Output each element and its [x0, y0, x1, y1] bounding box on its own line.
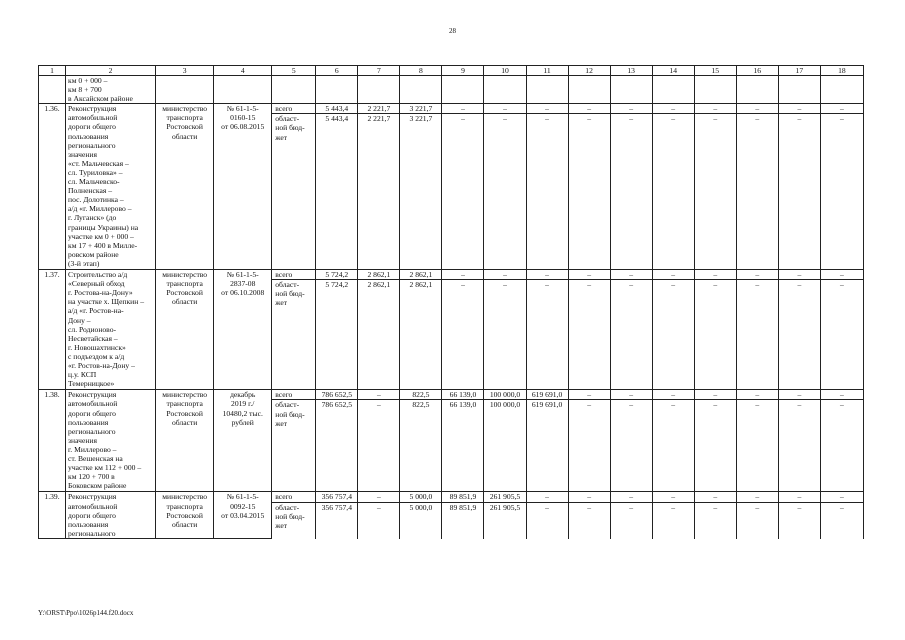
amount-cell: –	[484, 104, 526, 114]
amount-cell: –	[652, 502, 694, 539]
responsible-org-line: области	[171, 131, 198, 141]
amount-cell: –	[568, 114, 610, 270]
table-cell	[694, 76, 736, 104]
object-name	[66, 270, 156, 390]
object-name-line: автомобильной	[68, 501, 118, 511]
object-name-line: дороги общего	[68, 510, 116, 520]
investment-table	[38, 65, 864, 539]
column-number: 12	[568, 66, 610, 76]
object-name	[66, 390, 156, 492]
amount-cell: –	[694, 114, 736, 270]
table-cell	[66, 76, 156, 104]
object-name-line: участке км 112 + 000 –	[68, 463, 142, 473]
footer-file-path: Y:\ORST\Ppo\1026p144.f20.docx	[38, 609, 134, 617]
column-number: 4	[214, 66, 272, 76]
object-name-line: автомобильной	[68, 399, 118, 409]
amount-cell: –	[568, 502, 610, 539]
object-name-line: пользования	[68, 131, 109, 141]
column-number: 9	[442, 66, 484, 76]
responsible-org-line: области	[171, 297, 198, 307]
object-name-line: дороги общего	[68, 122, 116, 132]
project-document-line: 10480,2 тыс.	[222, 408, 263, 418]
table-cell	[568, 76, 610, 104]
amount-cell: –	[526, 114, 568, 270]
amount-cell: 2 221,7	[358, 104, 400, 114]
amount-cell: 822,5	[400, 390, 442, 400]
column-number: 15	[694, 66, 736, 76]
object-name	[66, 104, 156, 270]
amount-cell: –	[652, 492, 694, 502]
object-name-line: Строительство а/д	[68, 270, 128, 280]
amount-cell: –	[694, 280, 736, 390]
amount-cell: –	[568, 492, 610, 502]
amount-cell: –	[526, 280, 568, 390]
amount-cell: 2 862,1	[358, 280, 400, 390]
table-row	[39, 390, 864, 400]
object-name-line: ровском районе	[68, 249, 119, 259]
amount-cell: –	[694, 104, 736, 114]
amount-cell: –	[736, 400, 778, 492]
amount-cell: –	[820, 104, 863, 114]
object-name-line: «ст. Мальчевская –	[68, 158, 129, 168]
project-document	[214, 390, 272, 492]
item-number: 1.38.	[39, 390, 66, 492]
object-name-line: а/д «г. Миллерово –	[68, 204, 132, 214]
amount-cell: –	[526, 104, 568, 114]
amount-cell: –	[736, 492, 778, 502]
amount-cell: –	[652, 400, 694, 492]
project-document	[214, 104, 272, 270]
responsible-org-line: транспорта	[166, 113, 203, 123]
column-number: 18	[820, 66, 863, 76]
object-name-line: Реконструкция	[68, 492, 117, 502]
amount-cell: 619 691,0	[526, 400, 568, 492]
column-number: 6	[316, 66, 358, 76]
amount-cell: –	[778, 114, 820, 270]
object-name-line: ц.у. КСП	[68, 370, 97, 380]
amount-cell: 261 905,5	[484, 492, 526, 502]
responsible-org-line: министерство	[162, 492, 208, 502]
table-row	[39, 104, 864, 114]
object-name-line: регионального	[68, 140, 116, 150]
project-document-line: от 06.10.2008	[221, 288, 265, 298]
table-row	[39, 492, 864, 502]
object-name-line: пос. Долотинка –	[68, 195, 124, 205]
object-name-line: Реконструкция	[68, 104, 117, 114]
amount-cell: 5 000,0	[400, 492, 442, 502]
project-document	[214, 492, 272, 539]
amount-cell: 89 851,9	[442, 492, 484, 502]
amount-cell: –	[778, 280, 820, 390]
amount-cell: –	[652, 114, 694, 270]
table-cell	[778, 76, 820, 104]
item-number: 1.37.	[39, 270, 66, 390]
amount-cell: –	[778, 270, 820, 280]
responsible-org	[156, 390, 214, 492]
column-number: 3	[156, 66, 214, 76]
amount-cell: –	[358, 390, 400, 400]
object-name-line: значения	[68, 435, 97, 445]
project-document-line: № 61-1-5-	[226, 270, 259, 280]
column-number: 17	[778, 66, 820, 76]
amount-cell: –	[610, 492, 652, 502]
amount-cell: –	[694, 492, 736, 502]
table-cell	[316, 76, 358, 104]
column-number: 1	[39, 66, 66, 76]
funding-source: област- ной бюд- жет	[272, 280, 316, 390]
column-number: 7	[358, 66, 400, 76]
object-name-line: (3-й этап)	[68, 258, 100, 268]
table-cell	[484, 76, 526, 104]
amount-cell: –	[694, 400, 736, 492]
continuation-row	[39, 76, 864, 104]
object-name-line: км 8 + 700	[68, 85, 102, 95]
table-cell	[736, 76, 778, 104]
object-name-line: границы Украины) на	[68, 222, 139, 232]
item-number: 1.36.	[39, 104, 66, 270]
amount-cell: –	[442, 270, 484, 280]
amount-cell: –	[568, 104, 610, 114]
funding-source: всего	[272, 104, 316, 114]
amount-cell: 66 139,0	[442, 400, 484, 492]
responsible-org-line: министерство	[162, 270, 208, 280]
object-name-line: г. Луганск» (до	[68, 213, 117, 223]
amount-cell: –	[778, 502, 820, 539]
amount-cell: 3 221,7	[400, 104, 442, 114]
responsible-org-line: области	[171, 519, 198, 529]
amount-cell: –	[652, 390, 694, 400]
amount-cell: –	[610, 114, 652, 270]
amount-cell: 100 000,0	[484, 390, 526, 400]
amount-cell: –	[736, 390, 778, 400]
responsible-org-line: транспорта	[166, 279, 203, 289]
object-name-line: км 17 + 400 в Милле-	[68, 240, 138, 250]
responsible-org-line: транспорта	[166, 501, 203, 511]
object-name-line: Полненская –	[68, 186, 113, 196]
amount-cell: –	[610, 270, 652, 280]
table-cell	[400, 76, 442, 104]
project-document-line: от 03.04.2015	[221, 510, 265, 520]
amount-cell: –	[610, 502, 652, 539]
object-name-line: дороги общего	[68, 408, 116, 418]
object-name-line: автомобильной	[68, 113, 118, 123]
amount-cell: –	[442, 104, 484, 114]
table-cell	[39, 76, 66, 104]
amount-cell: –	[778, 104, 820, 114]
project-document-line: № 61-1-5-	[226, 104, 259, 114]
object-name-line: пользования	[68, 519, 109, 529]
project-document-line: 2837-08	[230, 279, 256, 289]
responsible-org-line: министерство	[162, 390, 208, 400]
table-cell	[610, 76, 652, 104]
project-document-line: 2019 г./	[231, 399, 255, 409]
amount-cell: –	[736, 270, 778, 280]
funding-source: област- ной бюд- жет	[272, 400, 316, 492]
table-cell	[272, 76, 316, 104]
amount-cell: –	[652, 280, 694, 390]
object-name-line: км 120 + 700 в	[68, 472, 115, 482]
column-number: 5	[272, 66, 316, 76]
object-name-line: Темерницкое»	[68, 379, 115, 389]
column-number: 13	[610, 66, 652, 76]
funding-source: област- ной бюд- жет	[272, 114, 316, 270]
amount-cell: 100 000,0	[484, 400, 526, 492]
amount-cell: –	[694, 270, 736, 280]
responsible-org-line: Ростовской	[166, 122, 203, 132]
page-number: 28	[449, 27, 456, 35]
amount-cell: –	[526, 492, 568, 502]
object-name-line: на участке х. Щепкин –	[68, 297, 145, 307]
amount-cell: –	[778, 400, 820, 492]
amount-cell: 2 862,1	[400, 270, 442, 280]
object-name-line: пользования	[68, 417, 109, 427]
column-number: 2	[66, 66, 156, 76]
amount-cell: 2 221,7	[358, 114, 400, 270]
funding-source: всего	[272, 270, 316, 280]
amount-cell: –	[610, 104, 652, 114]
object-name-line: Реконструкция	[68, 390, 117, 400]
object-name-line: регионального	[68, 426, 116, 436]
amount-cell: –	[694, 502, 736, 539]
amount-cell: –	[442, 114, 484, 270]
amount-cell: 2 862,1	[400, 280, 442, 390]
project-document	[214, 270, 272, 390]
amount-cell: –	[820, 390, 863, 400]
amount-cell: 5 724,2	[316, 270, 358, 280]
amount-cell: –	[694, 390, 736, 400]
amount-cell: 5 443,4	[316, 104, 358, 114]
project-document-line: 0160-15	[230, 113, 256, 123]
amount-cell: –	[610, 280, 652, 390]
amount-cell: –	[358, 492, 400, 502]
amount-cell: 5 000,0	[400, 502, 442, 539]
amount-cell: –	[484, 270, 526, 280]
column-number: 14	[652, 66, 694, 76]
project-document-line: рублей	[231, 417, 254, 427]
amount-cell: –	[820, 400, 863, 492]
amount-cell: –	[358, 400, 400, 492]
amount-cell: 786 652,5	[316, 390, 358, 400]
object-name-line: а/д «г. Ростов-на-	[68, 306, 124, 316]
responsible-org	[156, 104, 214, 270]
object-name-line: г. Новошахтинск»	[68, 342, 126, 352]
funding-source: всего	[272, 492, 316, 502]
object-name-line: Дону –	[68, 315, 91, 325]
amount-cell: –	[526, 502, 568, 539]
amount-cell: 66 139,0	[442, 390, 484, 400]
responsible-org-line: области	[171, 417, 198, 427]
amount-cell: –	[736, 104, 778, 114]
object-name-line: с подъездом к а/д	[68, 351, 125, 361]
amount-cell: –	[484, 114, 526, 270]
column-number: 16	[736, 66, 778, 76]
object-name-line: участке км 0 + 000 –	[68, 231, 134, 241]
amount-cell: –	[820, 492, 863, 502]
table-cell	[820, 76, 863, 104]
funding-source: област- ной бюд- жет	[272, 502, 316, 539]
amount-cell: –	[358, 502, 400, 539]
column-number: 8	[400, 66, 442, 76]
amount-cell: –	[820, 270, 863, 280]
project-document-line: № 61-1-5-	[226, 492, 259, 502]
responsible-org-line: Ростовской	[166, 288, 203, 298]
object-name-line: ст. Вешенская на	[68, 454, 123, 463]
amount-cell: –	[568, 390, 610, 400]
amount-cell: –	[778, 492, 820, 502]
amount-cell: 356 757,4	[316, 492, 358, 502]
table-row	[39, 270, 864, 280]
amount-cell: 2 862,1	[358, 270, 400, 280]
object-name	[66, 492, 156, 539]
object-name-line: Несветайская –	[68, 333, 118, 343]
project-document-line: 0092-15	[230, 501, 256, 511]
project-document-line: от 06.08.2015	[221, 122, 265, 132]
amount-cell: –	[820, 280, 863, 390]
amount-cell: –	[610, 390, 652, 400]
amount-cell: 619 691,0	[526, 390, 568, 400]
amount-cell: 89 851,9	[442, 502, 484, 539]
object-name-line: значения	[68, 149, 97, 159]
object-name-line: сл. Туриловка» –	[68, 167, 123, 177]
amount-cell: 5 443,4	[316, 114, 358, 270]
table-cell	[156, 76, 214, 104]
funding-source: всего	[272, 390, 316, 400]
object-name-line: регионального	[68, 528, 116, 538]
responsible-org-line: Ростовской	[166, 510, 203, 520]
column-number-row	[39, 66, 864, 76]
responsible-org	[156, 270, 214, 390]
table-cell	[214, 76, 272, 104]
amount-cell: 5 724,2	[316, 280, 358, 390]
table-cell	[526, 76, 568, 104]
amount-cell: –	[652, 270, 694, 280]
amount-cell: –	[484, 280, 526, 390]
amount-cell: –	[568, 270, 610, 280]
amount-cell: –	[778, 390, 820, 400]
amount-cell: –	[610, 400, 652, 492]
object-name-line: г. Ростова-на-Дону»	[68, 288, 133, 298]
responsible-org-line: министерство	[162, 104, 208, 114]
amount-cell: 356 757,4	[316, 502, 358, 539]
object-name-line: Боковском районе	[68, 481, 127, 491]
responsible-org-line: Ростовской	[166, 408, 203, 418]
responsible-org-line: транспорта	[166, 399, 203, 409]
amount-cell: 786 652,5	[316, 400, 358, 492]
amount-cell: –	[442, 280, 484, 390]
amount-cell: –	[736, 280, 778, 390]
amount-cell: –	[820, 114, 863, 270]
amount-cell: –	[652, 104, 694, 114]
table-cell	[358, 76, 400, 104]
object-name-line: «Северный обход	[68, 279, 125, 289]
table-cell	[442, 76, 484, 104]
object-name-line: г. Миллерово –	[68, 444, 117, 454]
amount-cell: 822,5	[400, 400, 442, 492]
column-number: 11	[526, 66, 568, 76]
object-name-line: км 0 + 000 –	[68, 76, 108, 85]
object-name-line: в Аксайском районе	[68, 94, 133, 104]
amount-cell: –	[568, 280, 610, 390]
project-document-line: декабрь	[230, 390, 256, 400]
amount-cell: –	[568, 400, 610, 492]
amount-cell: 261 905,5	[484, 502, 526, 539]
amount-cell: –	[736, 502, 778, 539]
table-cell	[652, 76, 694, 104]
amount-cell: –	[820, 502, 863, 539]
amount-cell: 3 221,7	[400, 114, 442, 270]
object-name-line: сл. Мальчевско-	[68, 177, 120, 187]
object-name-line: «г. Ростов-на-Дону –	[68, 361, 135, 370]
amount-cell: –	[526, 270, 568, 280]
item-number: 1.39.	[39, 492, 66, 539]
object-name-line: сл. Родионово-	[68, 324, 117, 334]
column-number: 10	[484, 66, 526, 76]
responsible-org	[156, 492, 214, 539]
amount-cell: –	[736, 114, 778, 270]
